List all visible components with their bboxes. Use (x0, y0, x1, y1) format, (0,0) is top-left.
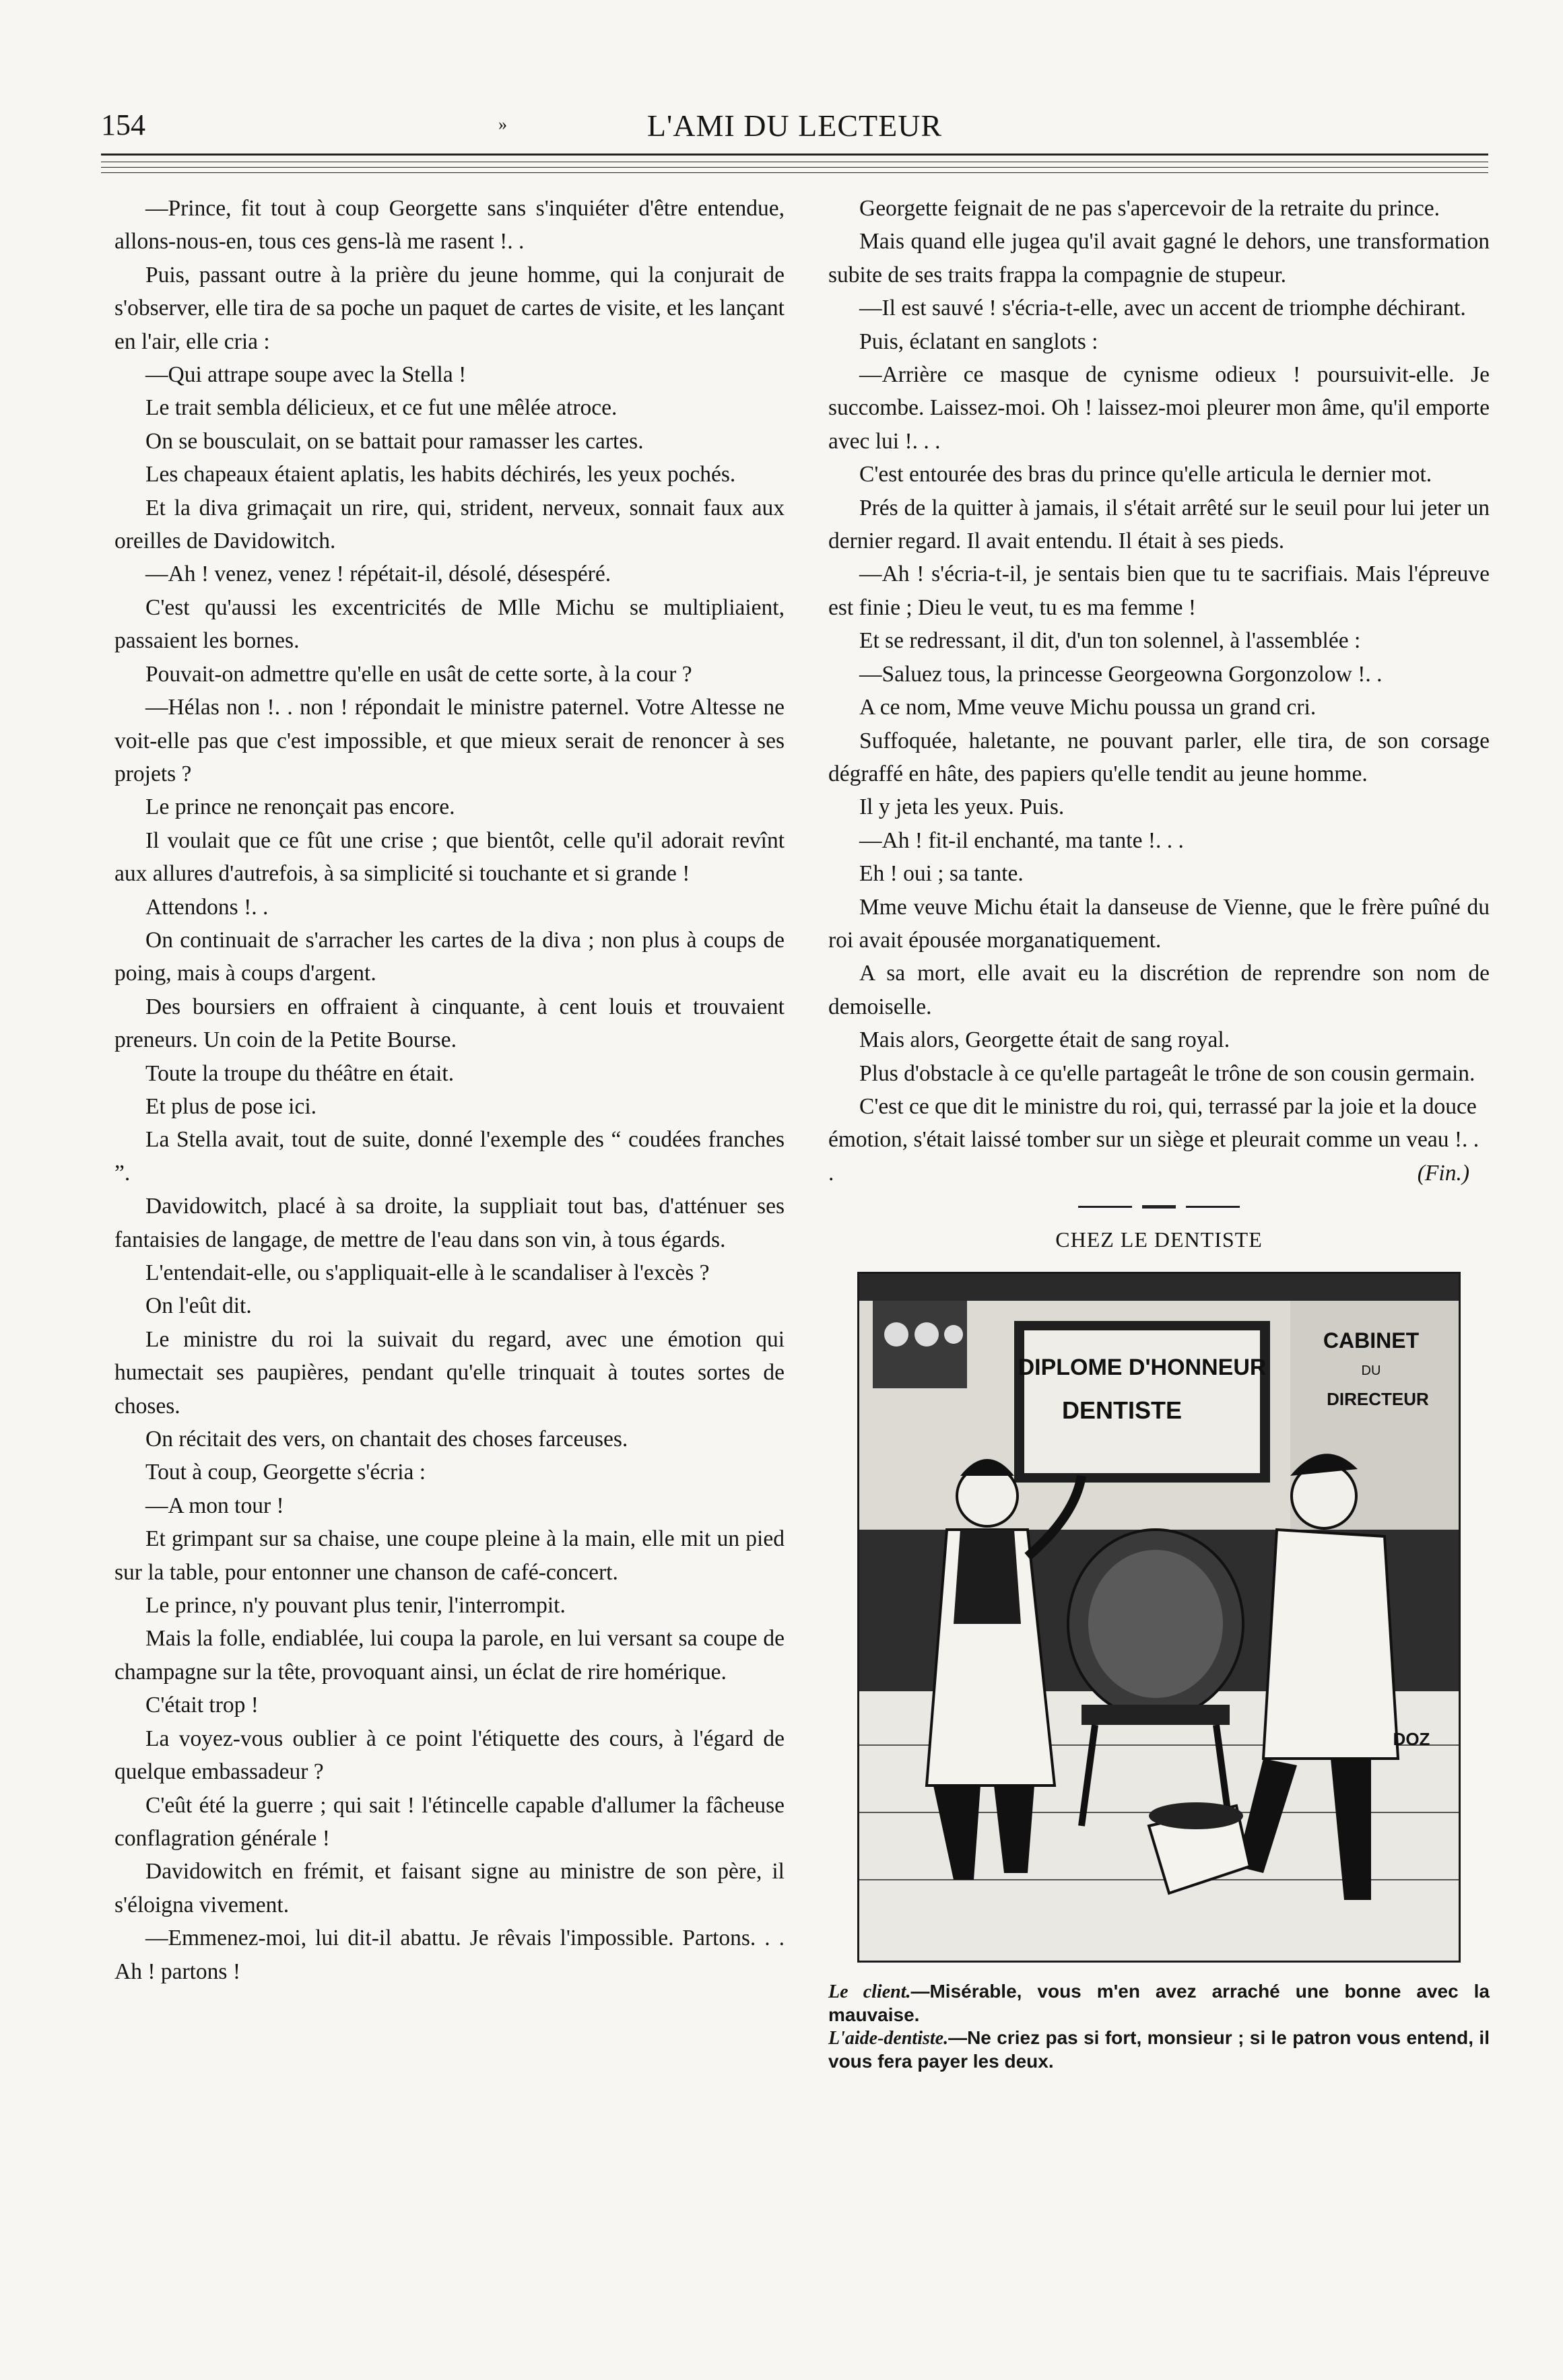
paragraph: Attendons !. . (145, 894, 269, 920)
header-rule (101, 154, 1488, 156)
paragraph: —Emmenez-moi, lui dit-il abattu. Je rêvais l'impossible. Partons. . . Ah ! partons ! (114, 1926, 785, 1984)
fin-mark: (Fin.) (1417, 1160, 1469, 1186)
paragraph: Il voulait que ce fût une crise ; que bientôt, celle qu'il adorait revînt aux allures d'autrefois, à sa simplicité si touchante et si grande ! (114, 827, 785, 887)
paragraph: C'eût été la guerre ; qui sait ! l'étincelle capable d'allumer la fâcheuse conflagration générale ! (114, 1792, 785, 1851)
paragraph: —Hélas non !. . non ! répondait le ministre paternel. Votre Altesse ne voit-elle pas que c'est impossible, et que mieux serait de renoncer à ses projets ? (114, 695, 785, 786)
paragraph: Georgette feignait de ne pas s'apercevoir de la retraite du prince. (859, 196, 1440, 221)
paragraph: Le prince ne renonçait pas encore. (145, 794, 455, 820)
paragraph: —Qui attrape soupe avec la Stella ! (145, 362, 467, 388)
paragraph: On continuait de s'arracher les cartes de la diva ; non plus à coups de poing, mais à coups d'argent. (114, 927, 785, 986)
paragraph: La voyez-vous oublier à ce point l'étiquette des cours, à l'égard de quelque embassadeur ? (114, 1726, 785, 1785)
paragraph: La Stella avait, tout de suite, donné l'exemple des “ coudées franches ”. (114, 1127, 785, 1186)
illustration-caption (828, 1980, 1490, 2073)
paragraph: Puis, passant outre à la prière du jeune homme, qui la conjurait de s'observer, elle tira de sa poche un paquet de cartes de visite, et les lançant en l'air, elle cria : (114, 262, 785, 354)
paragraph: Et plus de pose ici. (145, 1093, 317, 1119)
section-divider (1078, 1196, 1240, 1217)
paragraph: Mais la folle, endiablée, lui coupa la parole, en lui versant sa coupe de champagne sur la tête, provoquant ainsi, un éclat de rire homérique. (114, 1626, 785, 1685)
caption-text: —Misérable, vous m'en avez arraché une bonne avec la mauvaise. (828, 1980, 1490, 2025)
paragraph: Et grimpant sur sa chaise, une coupe pleine à la main, elle mit un pied sur la table, pour entonner une chanson de café-concert. (114, 1526, 785, 1585)
cabinet-sign-line-2: DU (1361, 1363, 1381, 1378)
paragraph: Eh ! oui ; sa tante. (859, 861, 1024, 887)
paragraph: Prés de la quitter à jamais, il s'était arrêté sur le seuil pour lui jeter un dernier regard. Il avait entendu. Il était à ses pieds. (828, 495, 1490, 554)
paragraph: Le ministre du roi la suivait du regard, avec une émotion qui humectait ses paupières, pendant qu'elle trinquait à toutes sortes de choses. (114, 1326, 785, 1419)
paragraph: C'est qu'aussi les excentricités de Mlle Michu se multipliaient, passaient les bornes. (114, 594, 785, 654)
paragraph: Suffoquée, haletante, ne pouvant parler, elle tira, de son corsage dégraffé en hâte, des papiers qu'elle tendit au jeune homme. (828, 728, 1490, 786)
paragraph: Puis, éclatant en sanglots : (859, 329, 1098, 354)
caption-line (828, 1980, 1490, 2027)
paragraph: —Ah ! fit-il enchanté, ma tante !. . . (859, 827, 1184, 853)
header-ornament: » (498, 114, 507, 134)
artist-signature: DOZ (1393, 1728, 1430, 1749)
caption-speaker: L'aide-dentiste. (828, 2027, 949, 2049)
paragraph: C'est entourée des bras du prince qu'elle articula le dernier mot. (859, 462, 1432, 487)
paragraph: A ce nom, Mme veuve Michu poussa un grand cri. (859, 695, 1317, 720)
paragraph: —Saluez tous, la princesse Georgeowna Gorgonzolow !. . (859, 661, 1383, 687)
paragraph: Plus d'obstacle à ce qu'elle partageât le trône de son cousin germain. (859, 1060, 1475, 1086)
paragraph: Mais quand elle jugea qu'il avait gagné le dehors, une transformation subite de ses traits frappa la compagnie de stupeur. (828, 229, 1490, 287)
paragraph: —Prince, fit tout à coup Georgette sans s'inquiéter d'être entendue, allons-nous-en, tous ces gens-là me rasent !. . (114, 196, 785, 254)
caption-text: —Ne criez pas si fort, monsieur ; si le patron vous entend, il vous fera payer les deux. (828, 2027, 1490, 2072)
paragraph: —Ah ! venez, venez ! répétait-il, désolé, désespéré. (145, 562, 611, 587)
paragraph: Mais alors, Georgette était de sang royal. (859, 1027, 1230, 1053)
paragraph: Des boursiers en offraient à cinquante, à cent louis et trouvaient preneurs. Un coin de la Petite Bourse. (114, 994, 785, 1053)
diploma-sign-line-2: DENTISTE (1061, 1396, 1183, 1424)
right-column (828, 192, 1490, 2073)
paragraph: On se bousculait, on se battait pour ramasser les cartes. (145, 428, 644, 454)
paragraph: —Il est sauvé ! s'écria-t-elle, avec un accent de triomphe déchirant. (859, 296, 1466, 321)
paragraph: —A mon tour ! (145, 1493, 284, 1518)
paragraph: Mme veuve Michu était la danseuse de Vienne, que le frère puîné du roi avait épousée morganatiquement. (828, 894, 1490, 953)
dentist-cartoon (857, 1272, 1461, 1963)
paragraph: Le trait sembla délicieux, et ce fut une mêlée atroce. (145, 395, 618, 421)
paragraph: Il y jeta les yeux. Puis. (859, 794, 1065, 820)
caption-speaker: Le client. (828, 1981, 911, 2002)
paragraph: Toute la troupe du théâtre en était. (145, 1060, 455, 1086)
cabinet-sign-line-3: DIRECTEUR (1327, 1388, 1429, 1409)
header-rule (101, 172, 1488, 173)
paragraph: —Ah ! s'écria-t-il, je sentais bien que tu te sacrifiais. Mais l'épreuve est finie ; Dieu le veut, tu es ma femme ! (828, 562, 1490, 620)
paragraph: Davidowitch en frémit, et faisant signe au ministre de son père, il s'éloigna vivement. (114, 1859, 785, 1917)
paragraph: On récitait des vers, on chantait des choses farceuses. (145, 1427, 628, 1452)
paragraph: L'entendait-elle, ou s'appliquait-elle à le scandaliser à l'excès ? (145, 1260, 710, 1285)
cabinet-sign-line-1: CABINET (1323, 1328, 1420, 1353)
closing-paragraph (828, 1090, 1490, 1190)
page-number: 154 (101, 108, 145, 141)
caption-line (828, 2027, 1490, 2073)
paragraph: Le prince, n'y pouvant plus tenir, l'interrompit. (145, 1593, 566, 1619)
paragraph: Les chapeaux étaient aplatis, les habits déchirés, les yeux pochés. (145, 462, 736, 487)
header-rule (101, 167, 1488, 168)
paragraph: —Arrière ce masque de cynisme odieux ! poursuivit-elle. Je succombe. Laissez-moi. Oh ! laissez-moi pleurer mon âme, qu'il emporte avec lui !. . . (828, 362, 1490, 454)
paragraph: Pouvait-on admettre qu'elle en usât de cette sorte, à la cour ? (145, 661, 692, 687)
paragraph: On l'eût dit. (145, 1293, 252, 1319)
paragraph: Et se redressant, il dit, d'un ton solennel, à l'assemblée : (859, 628, 1361, 654)
page-header (101, 108, 1488, 155)
left-column (114, 192, 785, 1988)
journal-title: L'AMI DU LECTEUR (646, 108, 943, 143)
paragraph: Davidowitch, placé à sa droite, la suppliait tout bas, d'atténuer ses fantaisies de langage, de mettre de l'eau dans son vin, à tous égards. (114, 1194, 785, 1252)
paragraph: A sa mort, elle avait eu la discrétion de reprendre son nom de demoiselle. (828, 961, 1490, 1019)
diploma-sign-line-1: DIPLOME D'HONNEUR (1018, 1354, 1267, 1380)
paragraph: C'était trop ! (145, 1693, 259, 1718)
closing-text: C'est ce que dit le ministre du roi, qui, terrassé par la joie et la douce émotion, s'était laissé tomber sur un siège et pleurait comme un veau !. . . (828, 1093, 1479, 1186)
paragraph: Et la diva grimaçait un rire, qui, strident, nerveux, sonnait faux aux oreilles de Davidowitch. (114, 495, 785, 554)
illustration-title: CHEZ LE DENTISTE (1055, 1227, 1263, 1252)
paragraph: Tout à coup, Georgette s'écria : (145, 1460, 426, 1485)
